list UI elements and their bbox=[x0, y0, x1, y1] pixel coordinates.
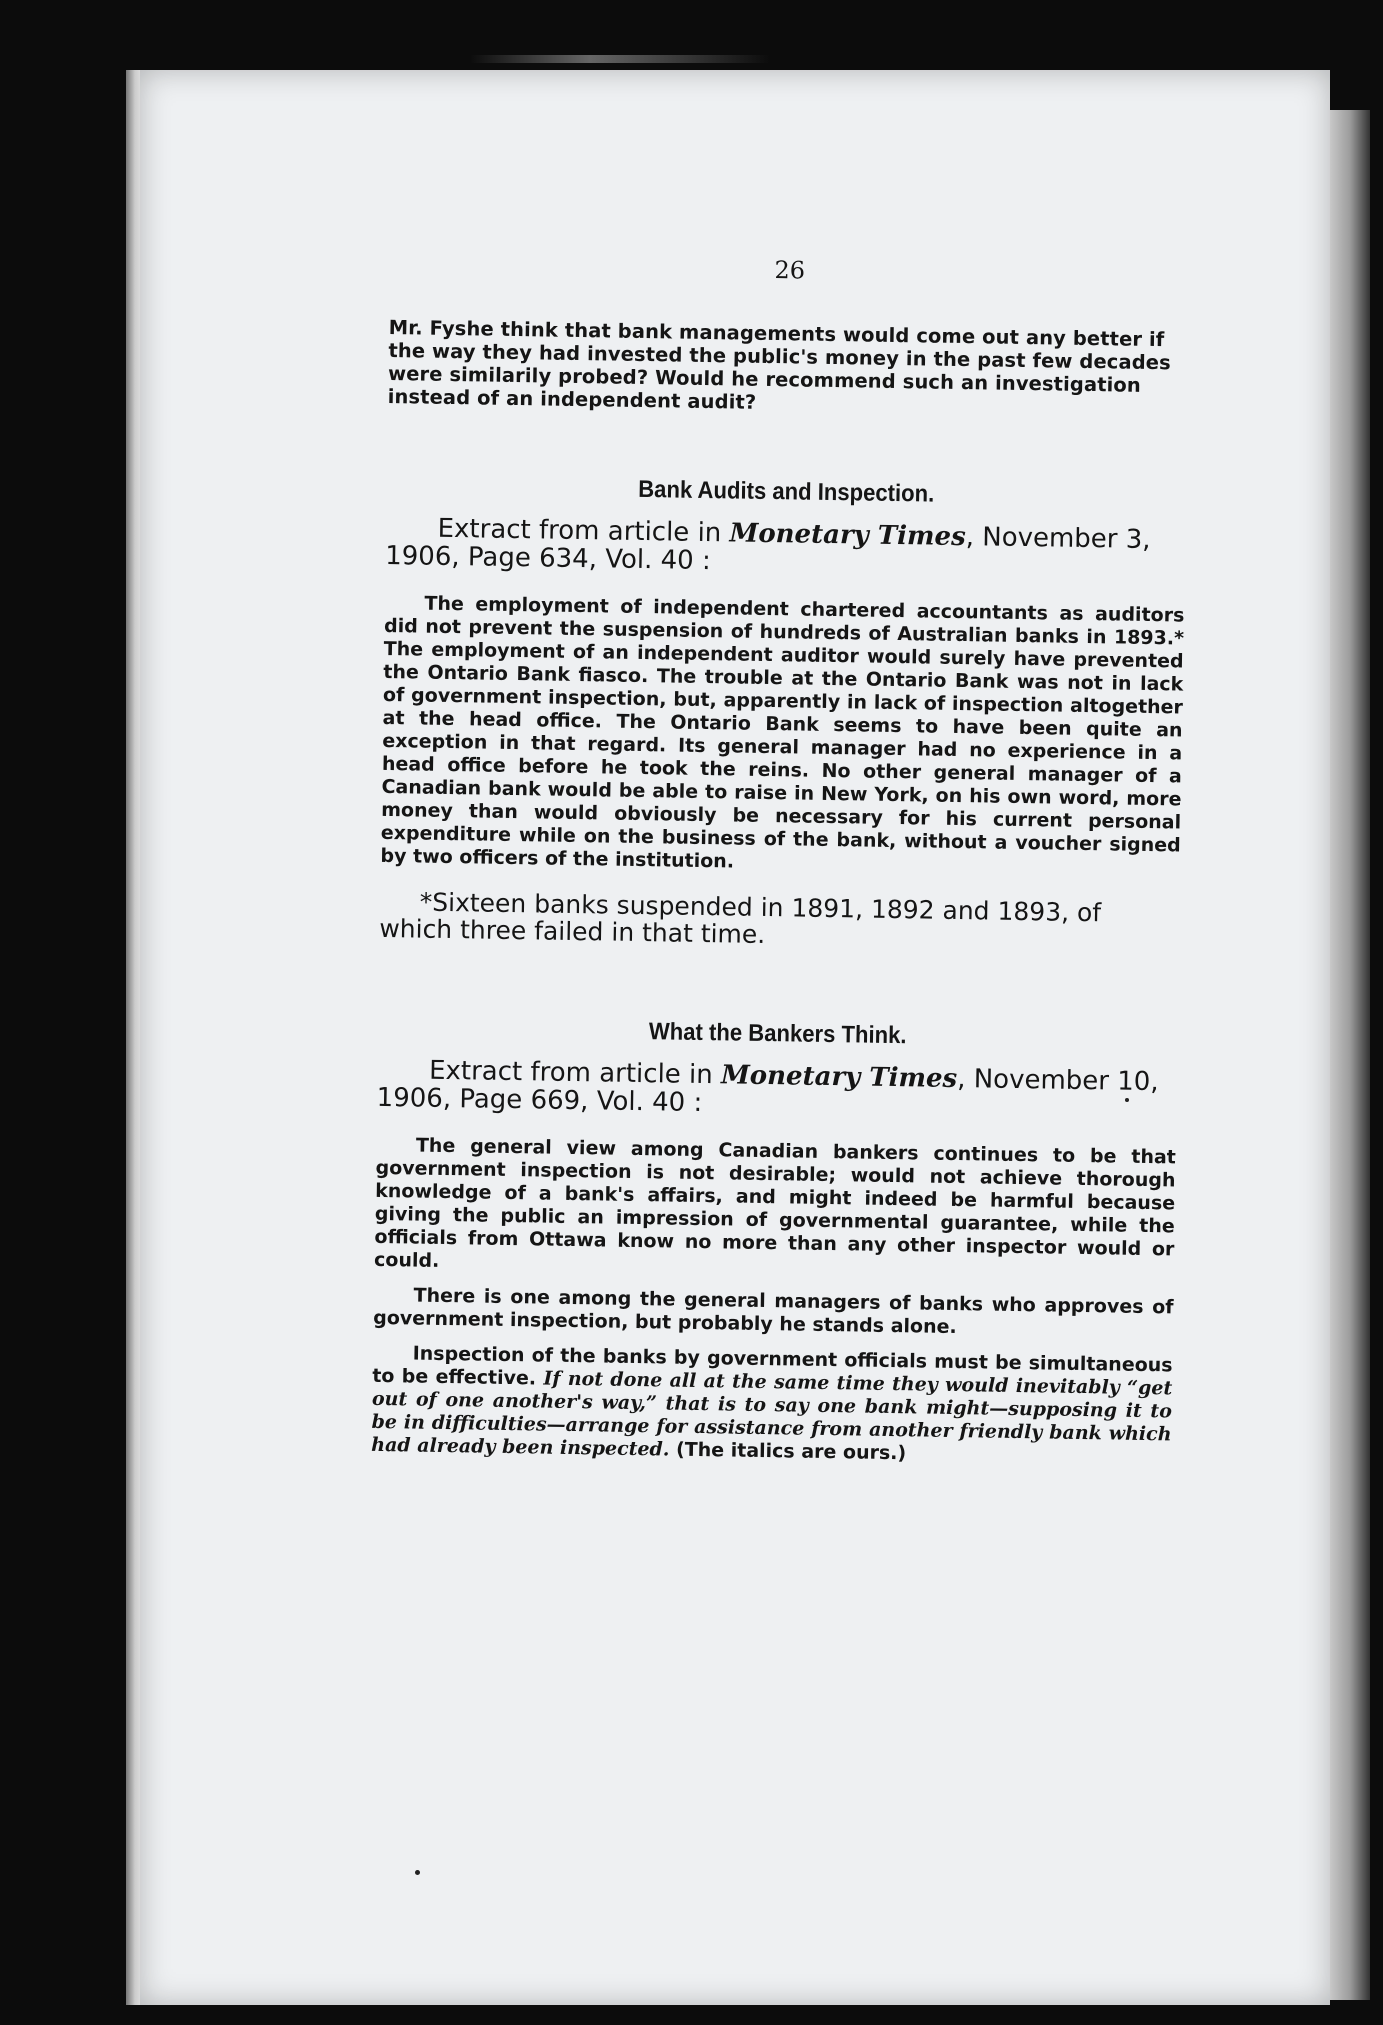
extract-citation-1 bbox=[385, 514, 1186, 583]
intro-paragraph: Mr. Fyshe think that bank managements would come out any better if the way they had invested the public's money in the past few decades were similarily probed? Would he recommend such an investigation instead of an independent audit? bbox=[387, 315, 1171, 414]
facing-page-edge bbox=[1330, 110, 1370, 2000]
page-content bbox=[371, 250, 1190, 1481]
paragraph-text: Inspection of the banks by government officials must be simultaneous to be effective. bbox=[372, 1342, 1173, 1390]
page-number: 26 bbox=[774, 256, 806, 285]
quote-paragraph-1: The general view among Canadian bankers continues to be that government inspection is not desirable; would not achieve thorough knowledge of a bank's affairs, and might indeed be harmful because giving the public an impression of governmental guarantee, while the officials from Ottawa know no more than any other inspector would or could. bbox=[373, 1134, 1177, 1272]
italic-passage: If not done all at the same time they would inevitably “get out of one another's way,” that is to say one bank might—supposing it to be in difficulties—arrange for assistance from another friendly bank which had already been inspected. bbox=[371, 1367, 1173, 1461]
extract-suffix: , November 3, 1906, Page 634, Vol. 40 : bbox=[384, 522, 1151, 577]
quote-block-1 bbox=[380, 592, 1184, 881]
quote-paragraph: The employment of independent chartered accountants as auditors did not prevent the suspension of hundreds of Australian banks in 1893.* The employment of an independent auditor would surely have prevented the Ontario Bank fiasco. The trouble at the Ontario Bank was not in lack of government inspection, but, apparently in lack of inspection altogether at the head office. The Ontario Bank seems to have been quite an exception in that regard. Its general manager had no experience in a head office before he took the reins. No other general manager of a Canadian bank would be able to raise in New York, on his own word, more money than would obviously be necessary for his current personal expenditure while on the business of the bank, without a voucher signed by two officers of the institution. bbox=[380, 592, 1185, 873]
extract-citation-2 bbox=[376, 1056, 1177, 1125]
scan-speck bbox=[1125, 1098, 1129, 1102]
footnote: *Sixteen banks suspended in 1891, 1892 and 1893, of which three failed in that time. bbox=[379, 887, 1102, 949]
paragraph-text-end: (The italics are ours.) bbox=[669, 1438, 907, 1465]
extract-suffix: , November 10, 1906, Page 669, Vol. 40 : bbox=[376, 1064, 1159, 1119]
scan-artifact bbox=[470, 55, 770, 63]
quote-paragraph-3 bbox=[371, 1342, 1173, 1470]
source-title: Monetary Times bbox=[729, 518, 966, 553]
scan-speck bbox=[415, 1870, 420, 1875]
extract-prefix: Extract from article in bbox=[428, 1055, 722, 1091]
section-heading-bank-audits: Bank Audits and Inspection. bbox=[638, 475, 935, 508]
source-title: Monetary Times bbox=[720, 1060, 958, 1095]
quote-block-2 bbox=[371, 1134, 1176, 1470]
section-heading-bankers-think: What the Bankers Think. bbox=[648, 1018, 907, 1050]
extract-prefix: Extract from article in bbox=[437, 513, 730, 549]
quote-paragraph-2: There is one among the general managers of banks who approves of government inspection, but probably he stands alone. bbox=[373, 1284, 1174, 1339]
